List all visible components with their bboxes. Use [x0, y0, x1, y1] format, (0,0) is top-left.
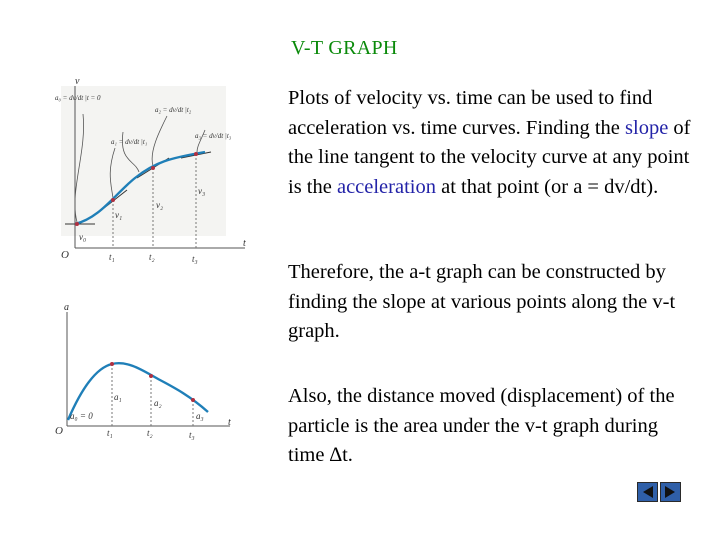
acceleration-term: acceleration — [336, 175, 436, 198]
vt-t1-label: t₁ — [109, 252, 115, 262]
at-t1-label: t₁ — [107, 428, 113, 438]
paragraph-vt-acceleration — [288, 84, 698, 202]
vt-axis-t-label: t — [243, 238, 246, 249]
vt-graph-figure — [55, 72, 255, 267]
at-graph-figure — [50, 302, 250, 442]
at-a3-label: a₃ — [196, 411, 204, 421]
at-a1-label: a₁ — [114, 392, 122, 402]
slide-title: V-T GRAPH — [291, 37, 398, 59]
vt-eq-a1: a₁ = dv/dt |t₁ — [111, 138, 148, 146]
at-point-1 — [110, 362, 114, 366]
para1-text-c: at that point (or a = dv/dt). — [435, 175, 659, 198]
vt-v1-label: v₁ — [115, 210, 123, 220]
vt-eq-a3: a₃ = dv/dt |t₃ — [195, 132, 232, 140]
at-axis-t-label: t — [228, 417, 231, 428]
next-slide-button[interactable] — [660, 482, 681, 502]
vt-eq-a0: a₀ = dv/dt |t = 0 — [55, 94, 101, 102]
paragraph-at-construction: Therefore, the a-t graph can be constructed by finding the slope at various points along the v-t graph. — [288, 261, 676, 342]
at-point-2 — [149, 374, 153, 378]
vt-point-0 — [75, 222, 79, 226]
vt-axis-v-label: v — [75, 76, 80, 87]
vt-v2-label: v₂ — [156, 200, 164, 210]
vt-origin-label: O — [61, 249, 69, 261]
vt-figure-background — [61, 86, 226, 236]
at-a0-label: a₀ = 0 — [70, 411, 93, 421]
vt-v0-label: v₀ — [79, 232, 87, 242]
prev-slide-icon — [638, 483, 657, 501]
para1-text-b: of the line tangent to the velocity curve at any point is the — [288, 116, 691, 198]
vt-point-1 — [111, 198, 115, 202]
at-axis-a-label: a — [64, 302, 69, 313]
paragraph-displacement: Also, the distance moved (displacement) of the particle is the area under the v-t graph during time ∆t. — [288, 385, 675, 466]
at-point-3 — [191, 398, 195, 402]
at-a2-label: a₂ — [154, 398, 162, 408]
at-t3-label: t₃ — [189, 430, 195, 440]
at-t2-label: t₂ — [147, 428, 153, 438]
vt-t3-label: t₃ — [192, 254, 198, 264]
next-slide-icon — [661, 483, 680, 501]
vt-v3-label: v₃ — [198, 186, 206, 196]
vt-eq-a2: a₂ = dv/dt |t₂ — [155, 106, 192, 114]
prev-slide-button[interactable] — [637, 482, 658, 502]
vt-t2-label: t₂ — [149, 252, 155, 262]
vt-point-2 — [151, 166, 155, 170]
para1-text-a: Plots of velocity vs. time can be used to find acceleration vs. time curves. Finding the — [288, 87, 653, 139]
slope-term: slope — [625, 116, 669, 139]
vt-point-3 — [194, 152, 198, 156]
at-origin-label: O — [55, 425, 63, 437]
